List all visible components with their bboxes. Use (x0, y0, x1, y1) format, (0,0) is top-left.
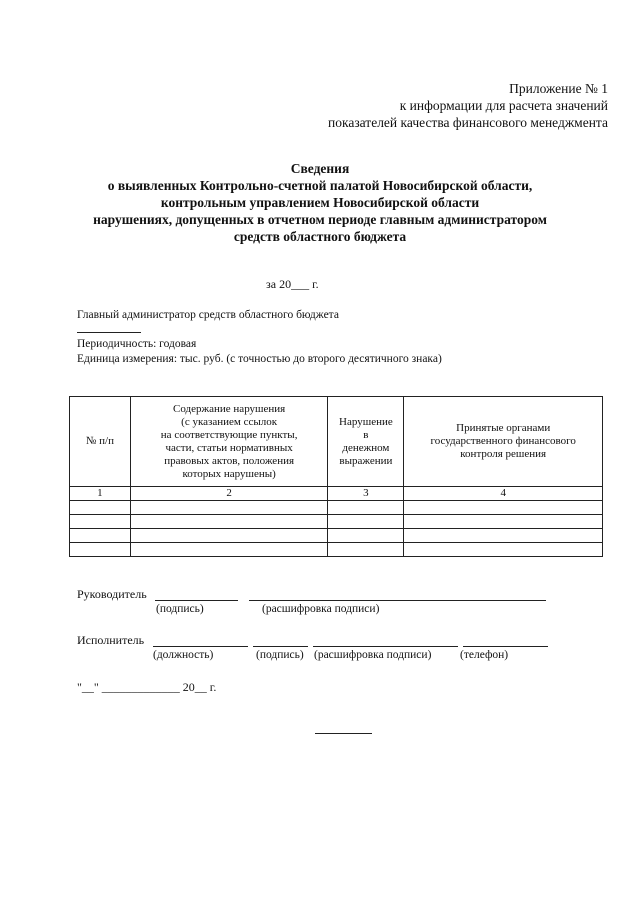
administrator-blank-line (77, 332, 141, 333)
title-line-2: о выявленных Контрольно-счетной палатой Новосибирской области, (107, 178, 533, 193)
title-line-3: контрольным управлением Новосибирской области (160, 195, 480, 210)
table-row (70, 501, 603, 515)
title-line-1: Сведения (290, 161, 350, 176)
head-sign-line[interactable] (155, 600, 238, 601)
violations-table (69, 396, 603, 557)
appendix-line-2: к информации для расчета значений (399, 98, 608, 113)
executor-phone-line[interactable] (463, 646, 548, 647)
head-label: Руководитель (77, 587, 147, 601)
executor-label: Исполнитель (77, 633, 145, 647)
table-row (70, 529, 603, 543)
head-sign-caption: (подпись) (156, 603, 204, 615)
col-number-1: 1 (70, 487, 131, 501)
col-number-2: 2 (130, 487, 328, 501)
executor-sign-caption: (подпись) (256, 649, 304, 661)
head-decode-line[interactable] (249, 600, 546, 601)
head-decode-caption: (расшифровка подписи) (262, 603, 380, 615)
title-line-5: средств областного бюджета (233, 229, 407, 244)
report-period: за 20___ г. (266, 277, 319, 291)
col-number-3: 3 (328, 487, 404, 501)
appendix-header (328, 80, 608, 131)
periodicity-label: Периодичность: годовая (77, 338, 197, 350)
executor-sign-line[interactable] (253, 646, 308, 647)
header-decisions: Принятые органами государственного финансового контроля решения (404, 397, 603, 487)
table-row (70, 515, 603, 529)
executor-decode-line[interactable] (313, 646, 458, 647)
administrator-label: Главный администратор средств областного бюджета (77, 309, 339, 321)
table-number-row (70, 487, 603, 501)
footer-divider (315, 733, 372, 734)
header-amount: Нарушение в денежном выражении (328, 397, 404, 487)
appendix-line-1: Приложение № 1 (509, 81, 608, 96)
executor-position-line[interactable] (153, 646, 248, 647)
date-line: "__" _____________ 20__ г. (77, 680, 217, 694)
table-row (70, 543, 603, 557)
col-number-4: 4 (404, 487, 603, 501)
unit-label: Единица измерения: тыс. руб. (с точностью до второго десятичного знака) (77, 353, 442, 365)
document-title (0, 160, 640, 245)
appendix-line-3: показателей качества финансового менеджмента (328, 115, 608, 130)
title-line-4: нарушениях, допущенных в отчетном периоде главным администратором (93, 212, 547, 227)
table-header-row (70, 397, 603, 487)
executor-phone-caption: (телефон) (460, 649, 509, 661)
header-number: № п/п (70, 397, 131, 487)
header-content: Содержание нарушения (с указанием ссылок на соответствующие пункты, части, статьи нормативных правовых актов, положения которых нарушены) (130, 397, 328, 487)
executor-decode-caption: (расшифровка подписи) (314, 649, 432, 661)
executor-position-caption: (должность) (153, 649, 214, 661)
